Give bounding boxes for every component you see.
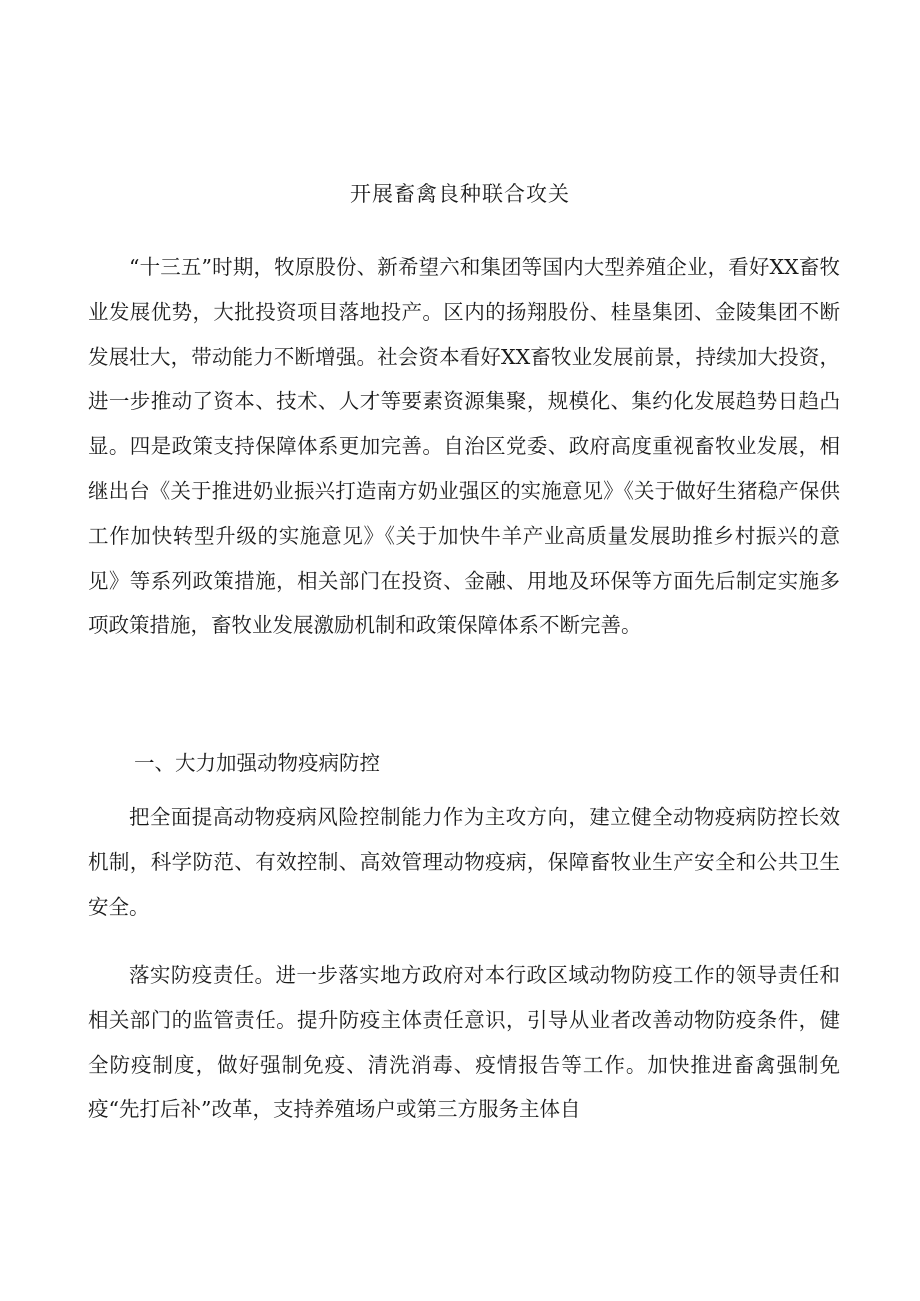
- body-paragraph-1: “十三五”时期，牧原股份、新希望六和集团等国内大型养殖企业，看好XX畜牧业发展优势，大批投资项目落地投产。区内的扬翔股份、桂垦集团、金陵集团不断发展壮大，带动能力不断增强。社会资本看好XX畜牧业发展前景，持续加大投资，进一步推动了资本、技术、人才等要素资源集聚，规模化、集约化发展趋势日趋凸显。四是政策支持保障体系更加完善。自治区党委、政府高度重视畜牧业发展，相继出台《关于推进奶业振兴打造南方奶业强区的实施意见》《关于做好生猪稳产保供工作加快转型升级的实施意见》《关于加快牛羊产业高质量发展助推乡村振兴的意见》等系列政策措施，相关部门在投资、金融、用地及环保等方面先后制定实施多项政策措施，畜牧业发展激励机制和政策保障体系不断完善。: [88, 255, 840, 638]
- section-heading: 一、大力加强动物疫病防控: [134, 751, 380, 775]
- body-paragraph-1-container: [88, 245, 840, 648]
- body-paragraph-2-container: [88, 795, 840, 929]
- document-title: 开展畜禽良种联合攻关: [350, 182, 570, 206]
- body-paragraph-2: 把全面提高动物疫病风险控制能力作为主攻方向，建立健全动物疫病防控长效机制，科学防范、有效控制、高效管理动物疫病，保障畜牧业生产安全和公共卫生安全。: [88, 805, 840, 919]
- body-paragraph-3: 落实防疫责任。进一步落实地方政府对本行政区域动物防疫工作的领导责任和相关部门的监管责任。提升防疫主体责任意识，引导从业者改善动物防疫条件，健全防疫制度，做好强制免疫、清洗消毒、疫情报告等工作。加快推进畜禽强制免疫“先打后补”改革，支持养殖场户或第三方服务主体自: [88, 963, 840, 1122]
- body-paragraph-3-container: [88, 953, 840, 1132]
